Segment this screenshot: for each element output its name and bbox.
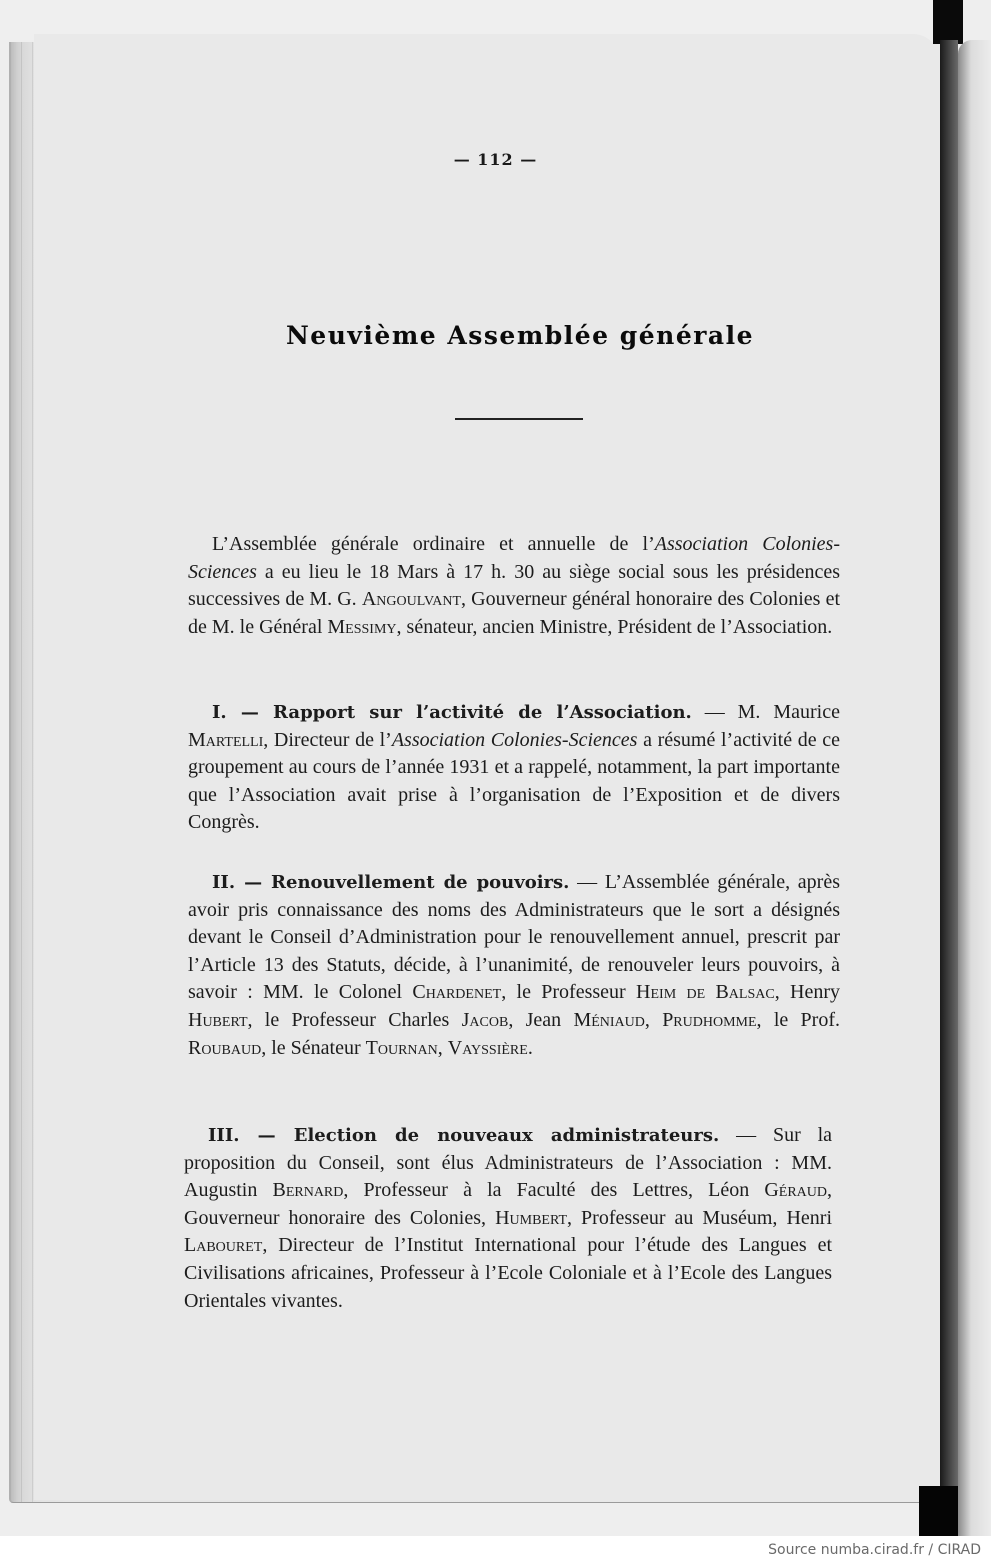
page-number: — 112 — xyxy=(453,150,538,169)
facing-page-edge xyxy=(958,40,991,1536)
section-heading: III. — Election de nouveaux administrateurs. xyxy=(208,1125,720,1146)
person-name: Jacob xyxy=(461,1008,509,1031)
section-1-paragraph: I. — Rapport sur l’activité de l’Association. — M. Maurice Martelli, Directeur de l’Association Colonies-Sciences a résumé l’activité de ce groupement au cours de l’année 1931 et a rappelé, notamment, la part importante que l’Association avait prise à l’organisation de l’Exposition et de divers Congrès. xyxy=(188,701,840,834)
person-name: Labouret xyxy=(184,1234,263,1257)
person-name: Hubert xyxy=(188,1008,248,1031)
person-name: Chardenet xyxy=(412,981,502,1004)
person-name: Méniaud xyxy=(573,1008,645,1031)
section-heading: I. — Rapport sur l’activité de l’Association. xyxy=(212,702,692,723)
source-caption: Source numba.cirad.fr / CIRAD xyxy=(768,1542,981,1558)
person-name: Martelli xyxy=(188,728,264,751)
binding-shadow-bottom xyxy=(919,1486,959,1536)
person-name: Vayssière xyxy=(447,1036,528,1059)
section-heading: II. — Renouvellement de pouvoirs. xyxy=(212,872,570,893)
section-3-paragraph: III. — Election de nouveaux administrateurs. — Sur la proposition du Conseil, sont élus Administrateurs de l’Association : MM. Augustin Bernard, Professeur à la Faculté des Lettres, Léon Géraud, Gouverneur honoraire des Colonies, Humbert, Professeur au Muséum, Henri Labouret, Directeur de l’Institut International pour l’étude des Langues et Civilisations africaines, Professeur à l’Ecole Coloniale et à l’Ecole des Langues Orientales vivantes. xyxy=(184,1124,833,1312)
title-divider xyxy=(455,418,583,420)
person-name: Messimy xyxy=(327,615,397,638)
person-name: Heim de Balsac xyxy=(636,981,775,1004)
person-name: Humbert xyxy=(495,1206,568,1229)
person-name: Angoulvant xyxy=(361,588,462,611)
person-name: Prudhomme xyxy=(662,1008,757,1031)
section-2-paragraph: II. — Renouvellement de pouvoirs. — L’Assemblée générale, après avoir pris connaissance des noms des Administrateurs que le sort a désignés devant le Conseil d’Administration pour le renouvellement annuel, prescrit par l’Article 13 des Statuts, décide, à l’unanimité, de renouveler leurs pouvoirs, à savoir : MM. le Colonel Chardenet, le Professeur Heim de Balsac, Henry Hubert, le Professeur Charles Jacob, Jean Méniaud, Prudhomme, le Prof. Roubaud, le Sénateur Tournan, Vayssière. xyxy=(188,871,841,1059)
person-name: Bernard xyxy=(272,1179,344,1202)
person-name: Géraud xyxy=(764,1179,828,1202)
page-title: Neuvième Assemblée générale xyxy=(285,321,755,350)
binding-gutter xyxy=(940,40,958,1500)
intro-paragraph: L’Assemblée générale ordinaire et annuelle de l’Association Colonies-Sciences a eu lieu le 18 Mars à 17 h. 30 au siège social sous les présidences successives de M. G. Angoulvant, Gouverneur général honoraire des Colonies et de M. le Général Messimy, sénateur, ancien Ministre, Président de l’Association. xyxy=(188,533,840,638)
person-name: Roubaud xyxy=(188,1036,262,1059)
person-name: Tournan xyxy=(365,1036,438,1059)
binding-shadow-top xyxy=(933,0,963,44)
